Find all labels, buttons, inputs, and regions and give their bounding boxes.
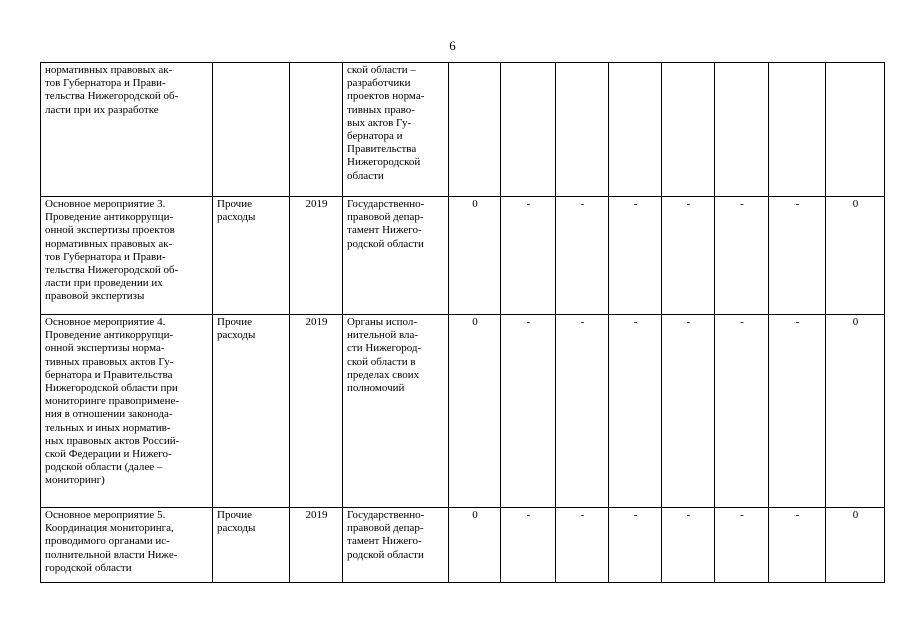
value-cell: 0 (449, 508, 501, 583)
value-cell: 0 (449, 315, 501, 508)
executor-cell: Государственно- правовой депар- тамент Нижего- родской области (343, 197, 449, 315)
page-number: 6 (449, 38, 456, 53)
table-row (41, 63, 885, 197)
value-cell: - (501, 197, 556, 315)
year-cell (290, 63, 343, 197)
value-cell: - (769, 197, 826, 315)
table-row (41, 508, 885, 583)
value-cell: 0 (449, 197, 501, 315)
value-cell (449, 63, 501, 197)
value-cell: 0 (826, 508, 885, 583)
value-cell: - (662, 315, 715, 508)
value-cell: - (556, 197, 609, 315)
value-cell (715, 63, 769, 197)
table-row (41, 197, 885, 315)
executor-cell: Государственно- правовой депар- тамент Нижего- родской области (343, 508, 449, 583)
value-cell (556, 63, 609, 197)
executor-cell: ской области – разработчики проектов норма- тивных право- вых актов Гу- бернатора и Правительства Нижегородской области (343, 63, 449, 197)
value-cell: - (609, 197, 662, 315)
measure-name-cell: нормативных правовых ак- тов Губернатора и Прави- тельства Нижегородской об- ласти при их разработке (41, 63, 213, 197)
table-row (41, 315, 885, 508)
funding-source-cell: Прочие расходы (213, 508, 290, 583)
value-cell (609, 63, 662, 197)
funding-source-cell (213, 63, 290, 197)
value-cell: - (769, 508, 826, 583)
executor-cell: Органы испол- нительной вла- сти Нижегород- ской области в пределах своих полномочий (343, 315, 449, 508)
value-cell (826, 63, 885, 197)
value-cell: - (715, 315, 769, 508)
value-cell: - (556, 315, 609, 508)
value-cell: - (609, 315, 662, 508)
value-cell: - (715, 508, 769, 583)
year-cell: 2019 (290, 315, 343, 508)
value-cell: - (662, 508, 715, 583)
value-cell: - (501, 508, 556, 583)
value-cell: - (769, 315, 826, 508)
value-cell (769, 63, 826, 197)
measure-name-cell: Основное мероприятие 3. Проведение антикоррупци- онной экспертизы проектов нормативных правовых ак- тов Губернатора и Прави- тельства Нижегородской об- ласти при проведении их правовой экспертизы (41, 197, 213, 315)
value-cell (501, 63, 556, 197)
value-cell (662, 63, 715, 197)
value-cell: - (501, 315, 556, 508)
year-cell: 2019 (290, 508, 343, 583)
value-cell: - (715, 197, 769, 315)
year-cell: 2019 (290, 197, 343, 315)
funding-source-cell: Прочие расходы (213, 315, 290, 508)
funding-source-cell: Прочие расходы (213, 197, 290, 315)
value-cell: 0 (826, 315, 885, 508)
value-cell: - (556, 508, 609, 583)
value-cell: 0 (826, 197, 885, 315)
measure-name-cell: Основное мероприятие 4. Проведение антикоррупци- онной экспертизы норма- тивных правовых актов Гу- бернатора и Правительства Нижегородской области при мониторинге правопримене- ния в отношении законода- тельных и иных норматив- ных правовых актов Россий- ской Федерации и Нижего- родской области (далее – мониторинг) (41, 315, 213, 508)
value-cell: - (609, 508, 662, 583)
program-table (40, 62, 885, 583)
value-cell: - (662, 197, 715, 315)
measure-name-cell: Основное мероприятие 5. Координация мониторинга, проводимого органами ис- полнительной власти Нижe- городской области (41, 508, 213, 583)
